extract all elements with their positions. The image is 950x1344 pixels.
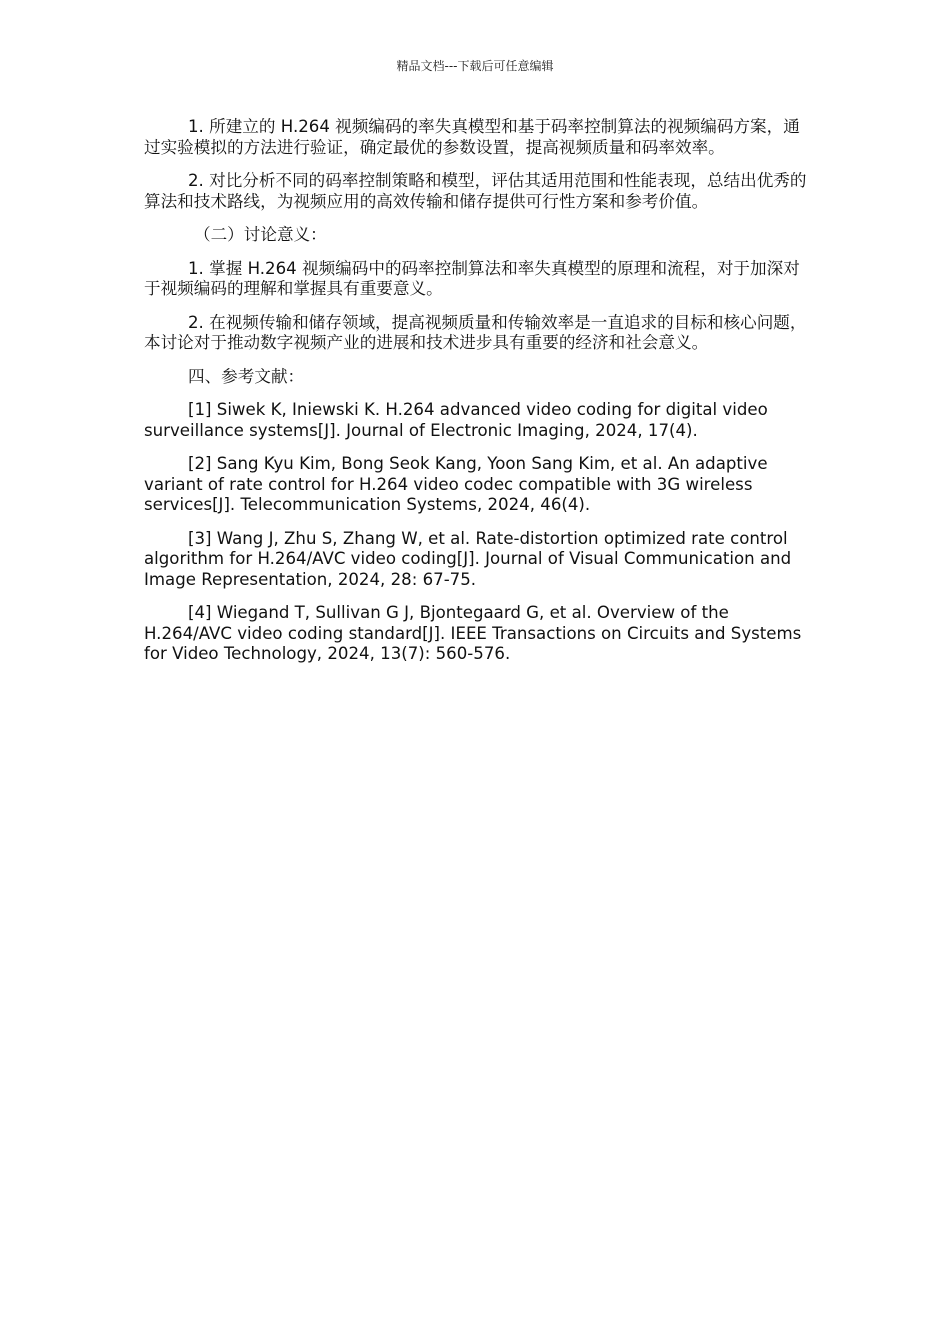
paragraph-objective-1: 1. 所建立的 H.264 视频编码的率失真模型和基于码率控制算法的视频编码方案，通过实验模拟的方法进行验证，确定最优的参数设置，提高视频质量和码率效率。	[144, 117, 800, 157]
reference-item: [2] Sang Kyu Kim, Bong Seok Kang, Yoon Sang Kim, et al. An adaptive variant of rate control for H.264 video codec compatible with 3G wireless services[J]. Telecommunication Systems, 2024, 46(4).	[144, 454, 768, 514]
reference-item: [3] Wang J, Zhu S, Zhang W, et al. Rate-distortion optimized rate control algorithm for H.264/AVC video coding[J]. Journal of Visual Communication and Image Representation, 2024, 28: 67-75.	[144, 528, 792, 589]
reference-item: [1] Siwek K, Iniewski K. H.264 advanced video coding for digital video surveillance systems[J]. Journal of Electronic Imaging, 2024, 17(4).	[144, 400, 768, 440]
paragraph-significance-2: 2. 在视频传输和储存领域，提高视频质量和传输效率是一直追求的目标和核心问题，本讨论对于推动数字视频产业的进展和技术进步具有重要的经济和社会意义。	[144, 312, 807, 352]
paragraph-objective-2: 2. 对比分析不同的码率控制策略和模型，评估其适用范围和性能表现，总结出优秀的算法和技术路线，为视频应用的高效传输和储存提供可行性方案和参考价值。	[144, 171, 807, 211]
section-heading-references: 四、参考文献：	[188, 366, 305, 386]
section-heading-discussion: （二）讨论意义：	[194, 225, 327, 244]
paragraph-significance-1: 1. 掌握 H.264 视频编码中的码率控制算法和率失真模型的原理和流程，对于加深对于视频编码的理解和掌握具有重要意义。	[144, 258, 800, 298]
page-header: 精品文档---下载后可任意编辑	[396, 59, 554, 73]
document-body	[144, 117, 812, 678]
reference-item: [4] Wiegand T, Sullivan G J, Bjontegaard G, et al. Overview of the H.264/AVC video coding standard[J]. IEEE Transactions on Circuits and Systems for Video Technology, 2024, 13(7): 560-576.	[144, 603, 802, 663]
